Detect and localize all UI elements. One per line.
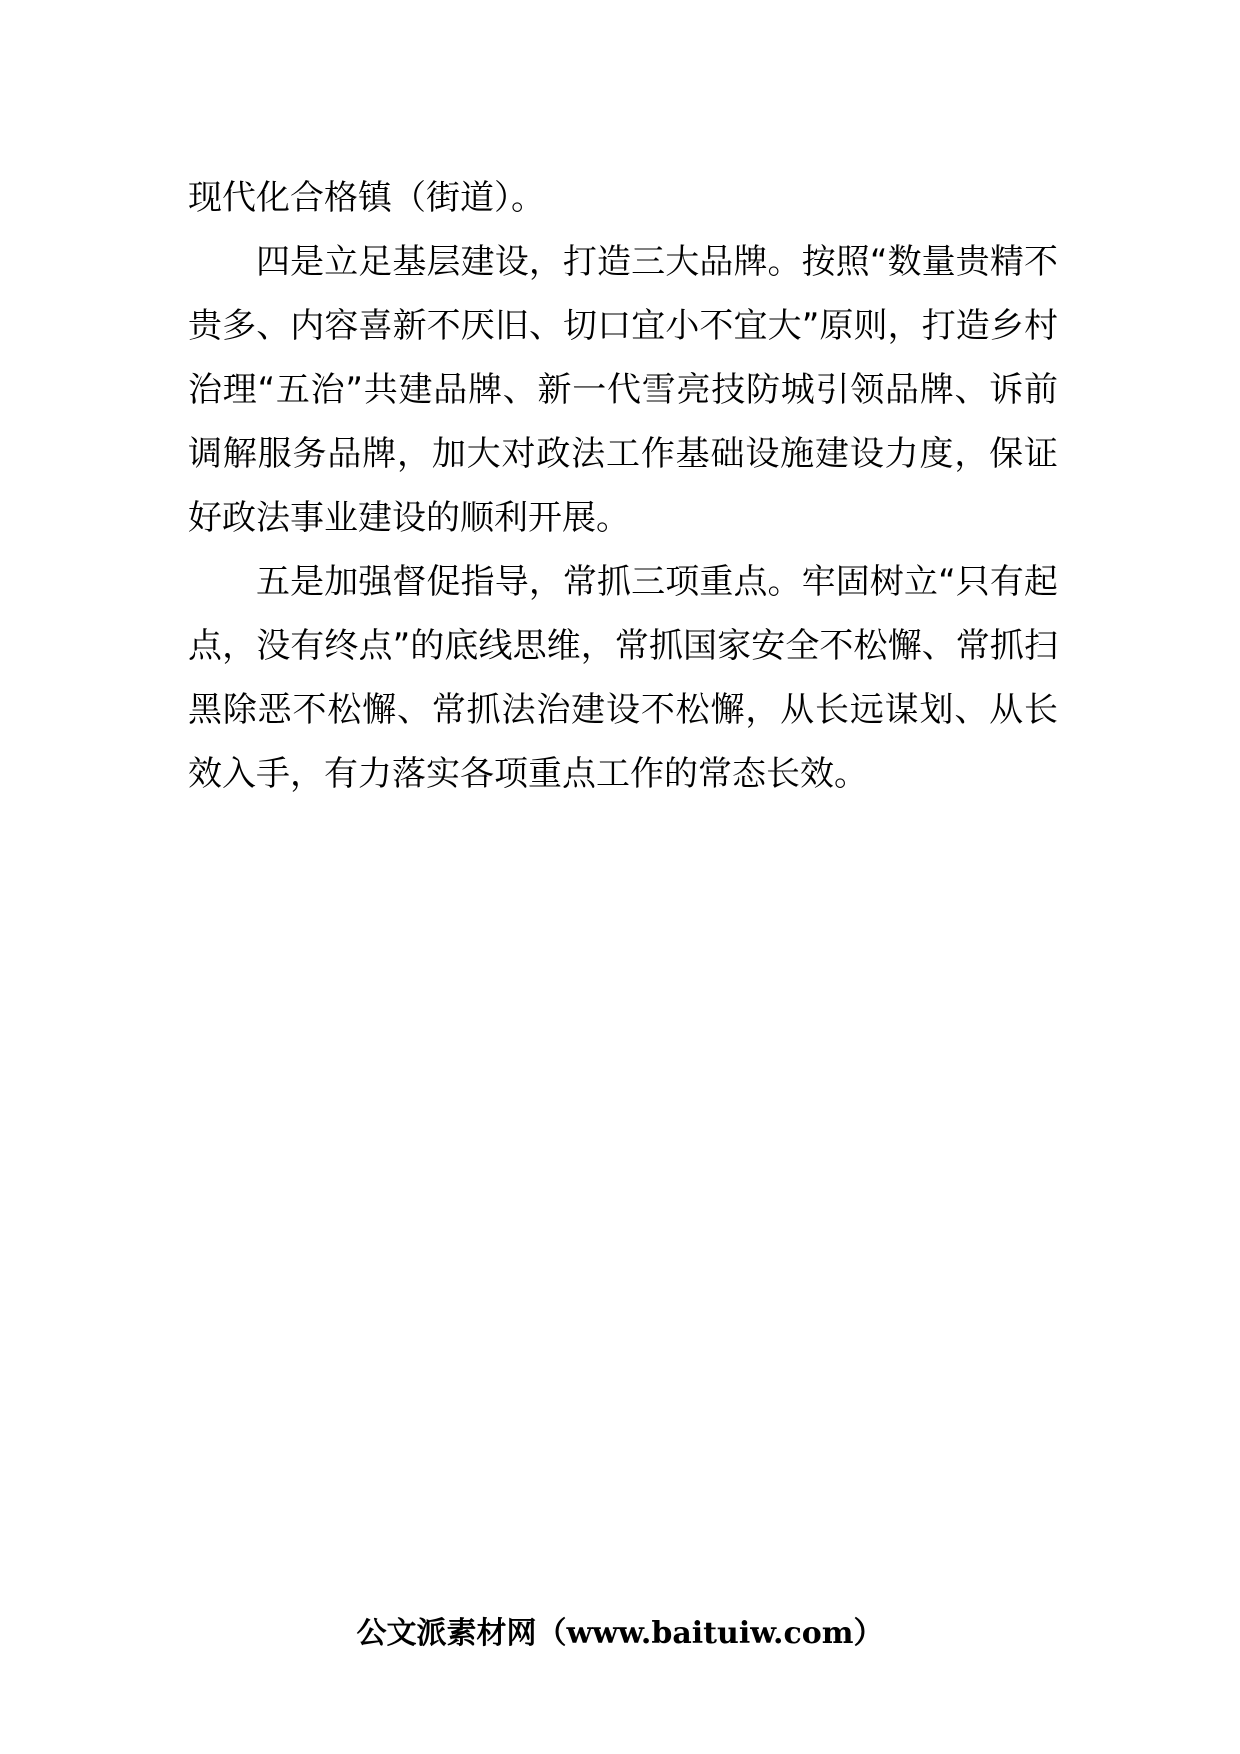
paragraph-continuation: 现代化合格镇（街道）。 bbox=[188, 178, 545, 218]
body-text bbox=[188, 166, 1058, 806]
paragraph-point-four: 四是立足基层建设，打造三大品牌。按照“数量贵精不贵多、内容喜新不厌旧、切口宜小不宜大”原则，打造乡村治理“五治”共建品牌、新一代雪亮技防城引领品牌、诉前调解服务品牌，加大对政法工作基础设施建设力度，保证好政法事业建设的顺利开展。 bbox=[188, 242, 1058, 538]
paragraph-point-five: 五是加强督促指导，常抓三项重点。牢固树立“只有起点，没有终点”的底线思维，常抓国家安全不松懈、常抓扫黑除恶不松懈、常抓法治建设不松懈，从长远谋划、从长效入手，有力落实各项重点工作的常态长效。 bbox=[188, 562, 1058, 794]
footer-watermark: 公文派素材网（www.baituiw.com） bbox=[356, 1616, 884, 1651]
